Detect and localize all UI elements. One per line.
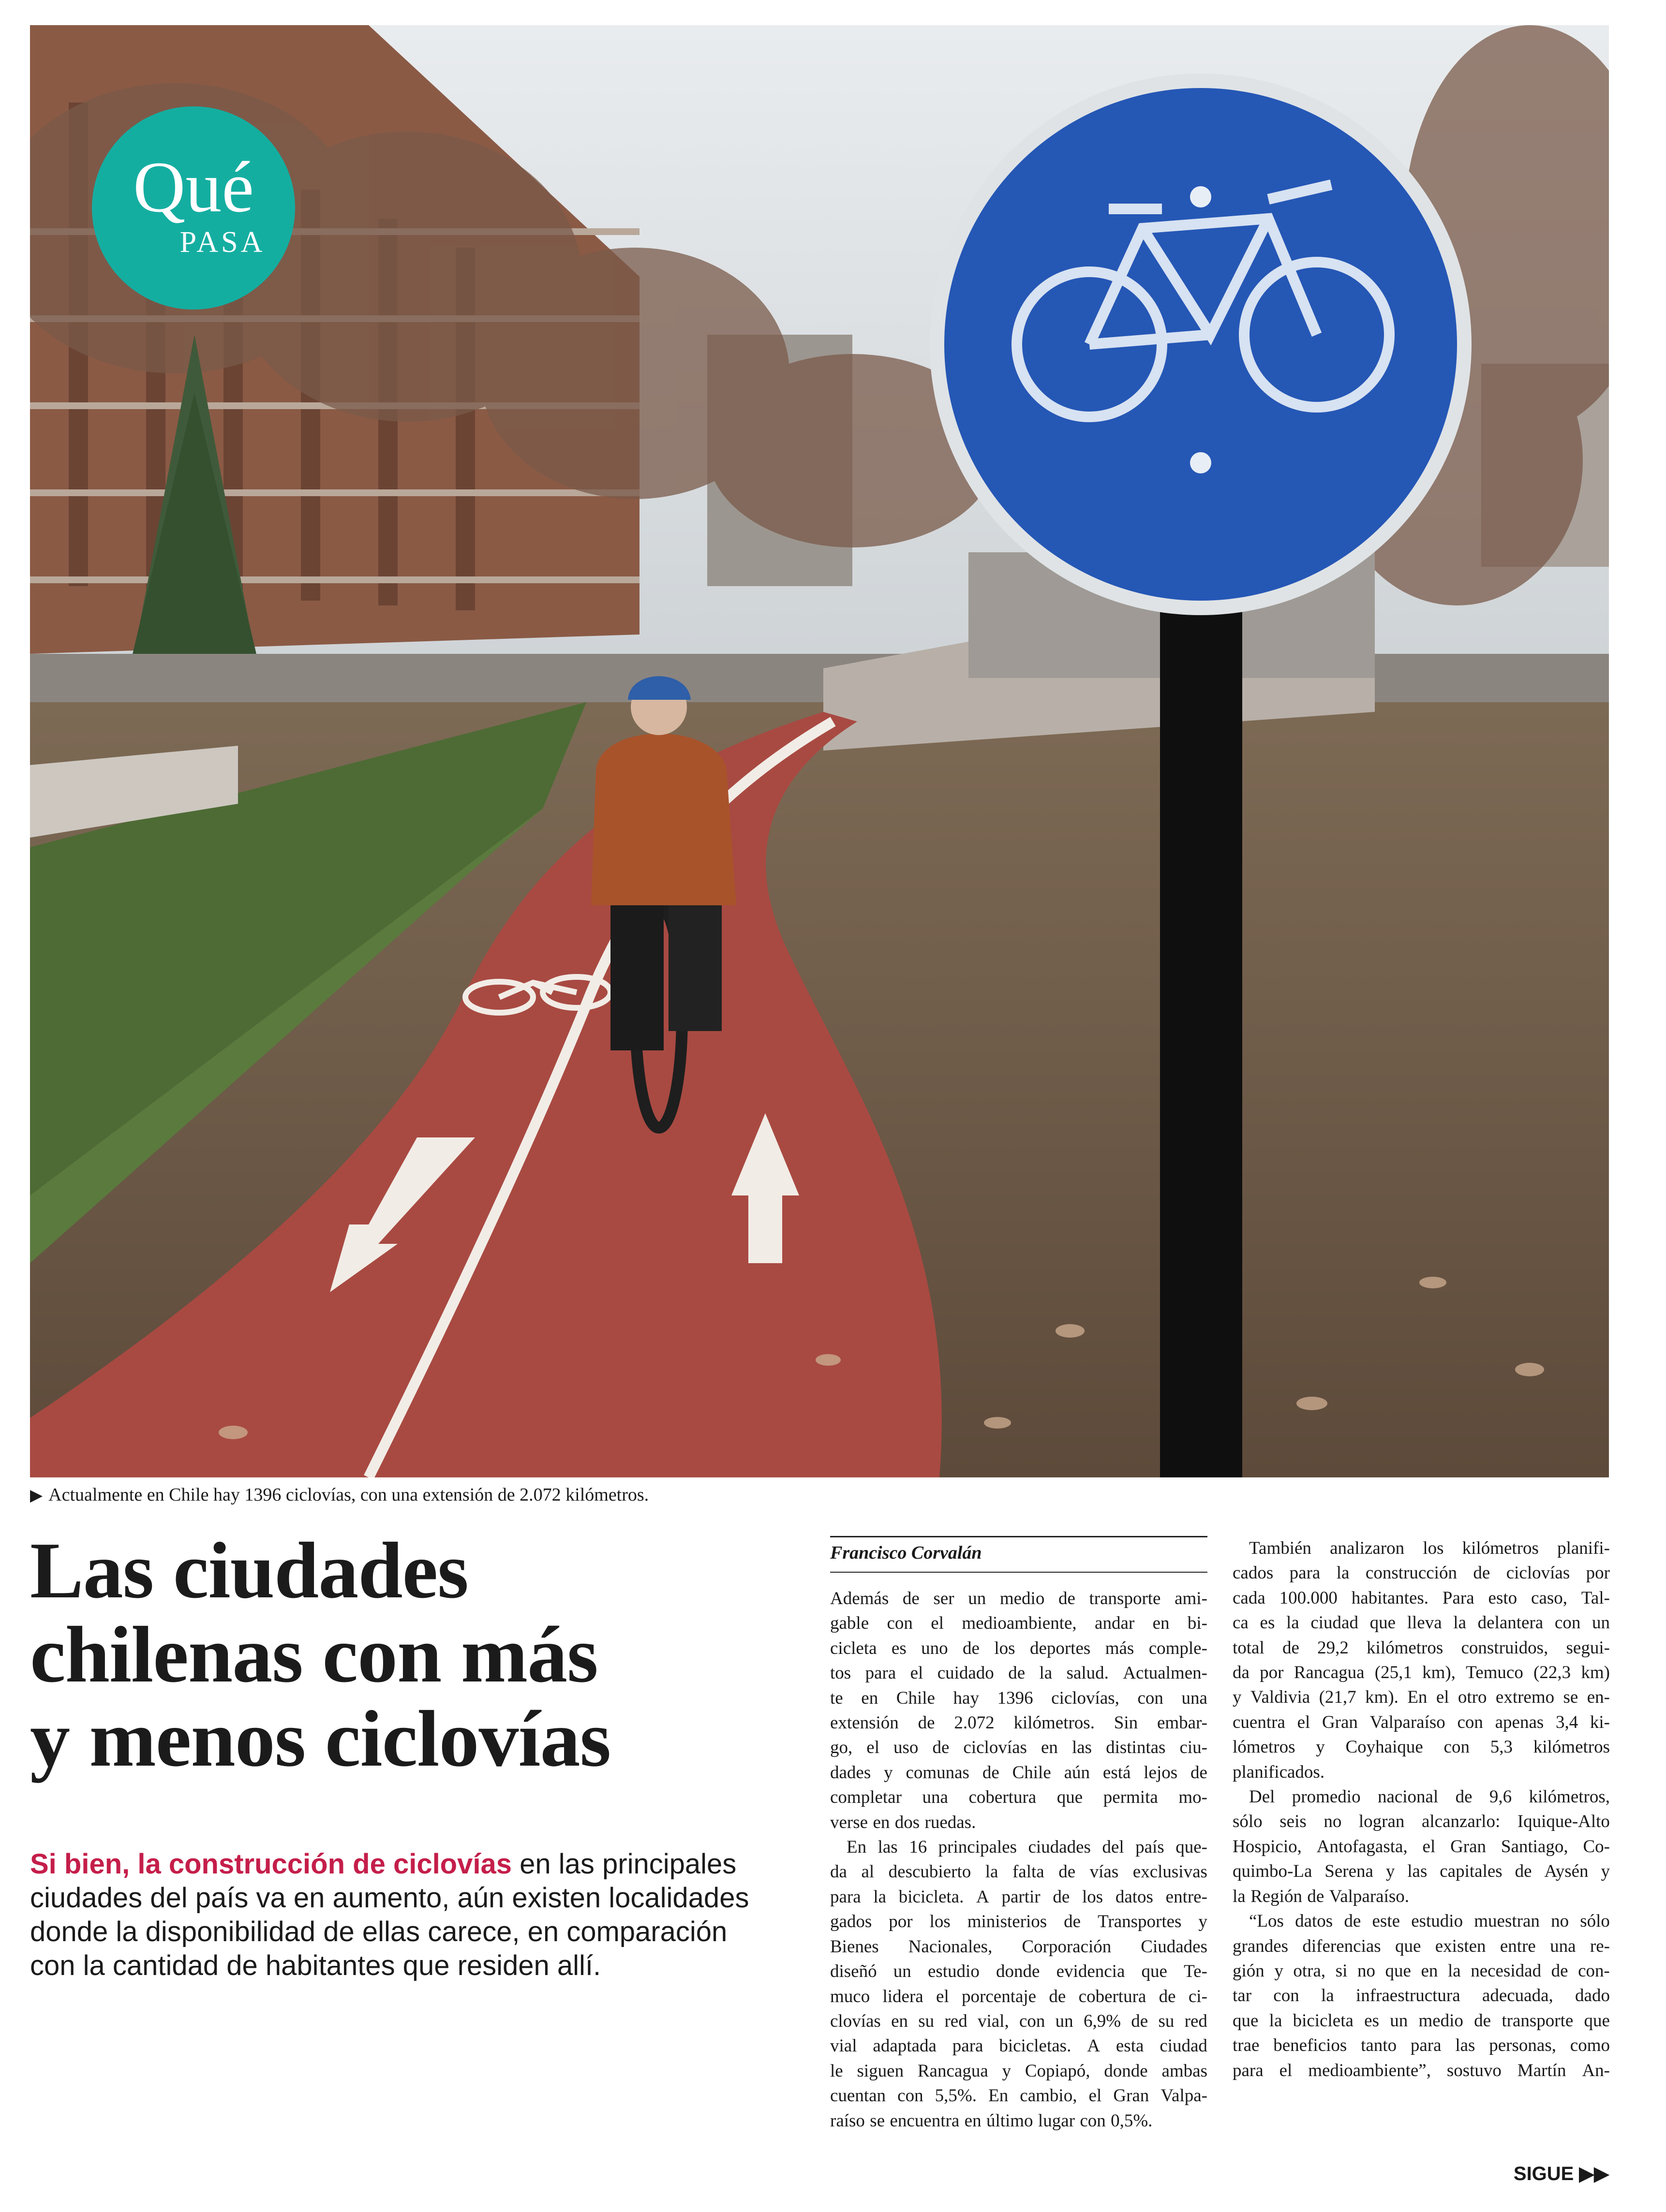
body-text-line: gión y otra, si no que en la necesidad de con-	[1233, 1961, 1610, 1981]
hero-photo	[30, 25, 1609, 1477]
photo-caption	[30, 1483, 649, 1508]
headline-line: Las ciudades	[30, 1526, 468, 1615]
body-text-line: Bienes Nacionales, Corporación Ciudades	[830, 1936, 1207, 1957]
body-text-line: Hospicio, Antofagasta, el Gran Santiago, Co-	[1233, 1836, 1610, 1857]
continue-marker: SIGUE ▶▶	[1513, 2163, 1609, 2184]
logo-word-pasa: PASA	[179, 226, 266, 259]
standfirst-line: con la cantidad de habitantes que residen allí.	[30, 1950, 601, 1981]
caption-text: Actualmente en Chile hay 1396 ciclovías, con una extensión de 2.072 kilómetros.	[48, 1485, 649, 1505]
body-text-line: cuentan con 5,5%. En cambio, el Gran Valpa-	[830, 2086, 1207, 2106]
body-text-line: En las 16 principales ciudades del país que-	[847, 1837, 1207, 1858]
body-text-line: “Los datos de este estudio muestran no sólo	[1249, 1911, 1610, 1932]
body-text-line: clovías en su red vial, con un 6,9% de su red	[830, 2011, 1207, 2031]
body-text-line: para el medioambiente”, sostuvo Martín An-	[1233, 2060, 1610, 2080]
body-text-line: completar una cobertura que permita mo-	[830, 1787, 1207, 1808]
body-text-line: trae beneficios tanto para las personas, como	[1233, 2035, 1610, 2056]
body-text-line: gados por los ministerios de Transportes y	[830, 1912, 1207, 1932]
body-text-line: Además de ser un medio de transporte ami-	[830, 1589, 1207, 1608]
standfirst-line: en las principales	[512, 1848, 737, 1880]
byline-rule-bottom	[830, 1572, 1207, 1573]
body-text-line: tar con la infraestructura adecuada, dado	[1233, 1986, 1610, 2006]
body-text-line: tos para el cuidado de la salud. Actualmen-	[830, 1663, 1207, 1683]
body-text-line: cicleta es uno de los deportes más comple-	[830, 1638, 1207, 1658]
body-text-line: total de 29,2 kilómetros construidos, segui-	[1233, 1637, 1610, 1658]
body-text-line: que la bicicleta es un medio de transporte que	[1233, 2010, 1610, 2031]
body-text-line: y Valdivia (21,7 km). En el otro extremo se en-	[1233, 1687, 1610, 1708]
body-text-line: extensión de 2.072 kilómetros. Sin embar-	[830, 1713, 1207, 1733]
body-text-line: ca es la ciudad que lleva la delantera con un	[1233, 1613, 1610, 1633]
body-text-line: muco lidera el porcentaje de cobertura de ci-	[830, 1986, 1207, 2006]
body-text-line: lómetros y Coyhaique con 5,3 kilómetros	[1233, 1737, 1610, 1757]
body-text-line: go, el uso de ciclovías en las distintas ciu-	[830, 1738, 1207, 1758]
body-text-line: También analizaron los kilómetros planifi-	[1249, 1538, 1610, 1558]
bike-sign	[930, 74, 1472, 615]
headline	[30, 1528, 785, 1781]
body-text-line: cuentra el Gran Valparaíso con apenas 3,4 ki-	[1233, 1712, 1610, 1732]
body-text-line: cada 100.000 habitantes. Para esto caso, Tal-	[1233, 1588, 1610, 1608]
body-text-line: raíso se encuentra en último lugar con 0,5%.	[830, 2110, 1153, 2131]
body-text-line: te en Chile hay 1396 ciclovías, con una	[830, 1688, 1207, 1708]
body-text-line: diseñó un estudio donde evidencia que Te-	[830, 1961, 1207, 1982]
body-text-line: quimbo-La Serena y las capitales de Aysén y	[1233, 1861, 1610, 1882]
headline-line: chilenas con más	[30, 1610, 598, 1699]
body-text-line: le siguen Rancagua y Copiapó, donde ambas	[830, 2061, 1207, 2081]
body-text-line: para la bicicleta. A partir de los datos entre-	[830, 1887, 1207, 1907]
body-text-line: la Región de Valparaíso.	[1233, 1886, 1410, 1906]
body-text-line: vial adaptada para bicicletas. A esta ciudad	[830, 2036, 1207, 2056]
body-text-line: da al descubierto la falta de vías exclusivas	[830, 1862, 1207, 1882]
body-text-line: sólo seis no logran alcanzarlo: Iquique-Alto	[1233, 1812, 1610, 1832]
byline: Francisco Corvalán	[830, 1543, 982, 1563]
standfirst	[30, 1847, 756, 1983]
body-text-line: da por Rancagua (25,1 km), Temuco (22,3 km)	[1233, 1663, 1610, 1683]
byline-rule	[830, 1536, 1207, 1537]
que-pasa-logo	[92, 106, 295, 310]
standfirst-line: ciudades del país va en aumento, aún existen localidades	[30, 1882, 749, 1914]
headline-line: y menos ciclovías	[30, 1694, 611, 1783]
body-column-1	[830, 1586, 1207, 2133]
body-text-line: dades y comunas de Chile aún está lejos de	[830, 1762, 1207, 1783]
body-column-2	[1233, 1536, 1610, 2083]
standfirst-lead: Si bien, la construcción de ciclovías	[30, 1848, 512, 1880]
body-text-line: cados para la construcción de ciclovías por	[1233, 1563, 1610, 1583]
body-text-line: verse en dos ruedas.	[830, 1812, 976, 1832]
body-text-line: Del promedio nacional de 9,6 kilómetros,	[1249, 1787, 1610, 1807]
body-text-line: grandes diferencias que existen entre una re-	[1233, 1936, 1610, 1956]
standfirst-line: donde la disponibilidad de ellas carece, en comparación	[30, 1916, 728, 1947]
body-text-line: planificados.	[1233, 1762, 1325, 1782]
logo-word-que: Qué	[133, 147, 254, 227]
caption-arrow-icon: ▶	[30, 1487, 43, 1504]
body-text-line: gable con el medioambiente, andar en bi-	[830, 1613, 1207, 1634]
